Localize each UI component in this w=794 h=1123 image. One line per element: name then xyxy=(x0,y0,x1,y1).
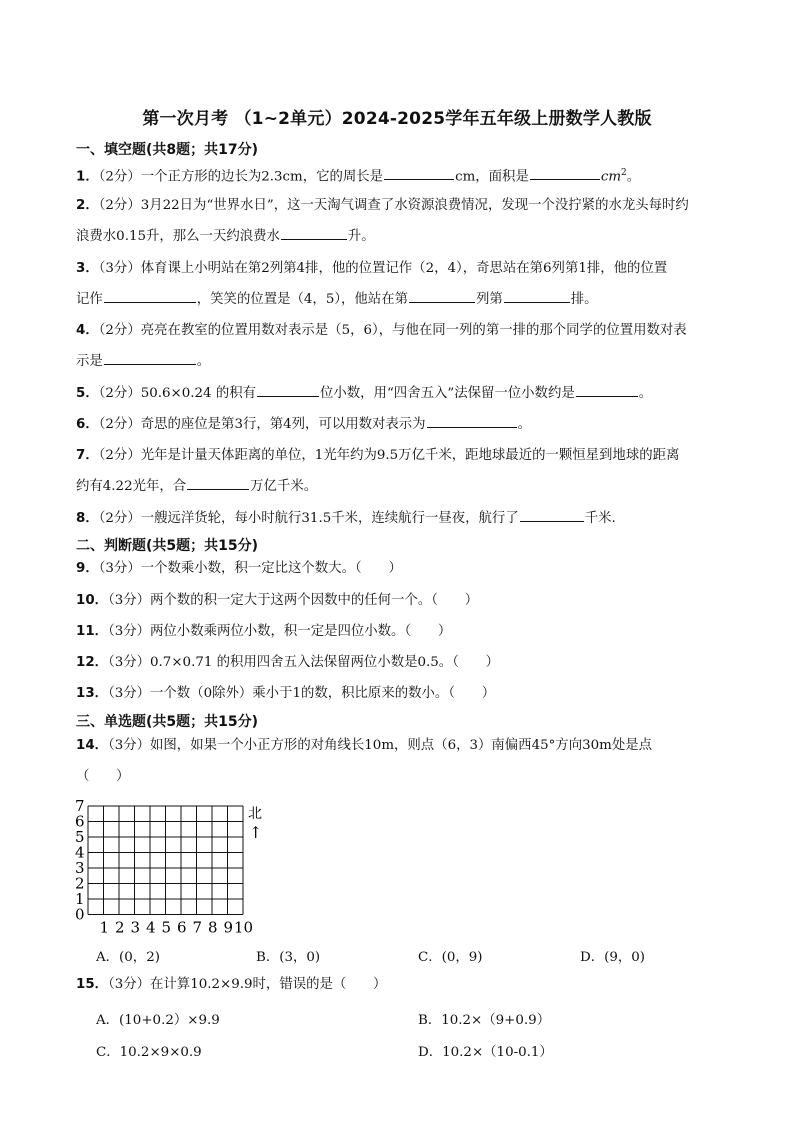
option-b[interactable]: B．10.2×（9+0.9） xyxy=(418,1013,551,1028)
y-tick-label: 5 xyxy=(75,828,85,846)
answer-blank[interactable] xyxy=(257,382,319,397)
option-b[interactable]: B．(3，0) xyxy=(256,950,321,965)
north-label: 北 xyxy=(248,806,262,822)
option-c[interactable]: C．10.2×9×0.9 xyxy=(96,1045,202,1060)
question-15: 15．（3分）在计算10.2×9.9时，错误的是（ ） xyxy=(76,977,387,992)
x-tick-label: 10 xyxy=(234,918,254,934)
question-4: 4．（2分）亮亮在教室的位置用数对表示是（5，6），与他在同一列的第一排的那个同学的位置用数对表 示是 。 xyxy=(76,323,687,369)
question-7: 7．（2分）光年是计量天体距离的单位，1光年约为9.5万亿千米，距地球最近的一颗恒星到地球的距离 约有4.22光年，合 万亿千米。 xyxy=(76,448,680,494)
question-14: 14．（3分）如图，如果一个小正方形的对角线长10m，则点（6，3）南偏西45°方向30m处是点 （ ） xyxy=(76,738,652,784)
coordinate-grid-figure xyxy=(74,800,274,934)
section-true-false: 二、判断题(共5题；共15分) xyxy=(76,538,259,554)
x-tick-label: 3 xyxy=(130,918,141,934)
x-tick-label: 1 xyxy=(99,918,110,934)
x-tick-label: 8 xyxy=(208,918,218,934)
grid-lines xyxy=(88,806,243,915)
answer-blank[interactable] xyxy=(187,475,249,490)
y-tick-label: 3 xyxy=(75,859,85,877)
x-tick-label: 2 xyxy=(115,918,125,934)
exam-title: 第一次月考 （1~2单元）2024-2025学年五年级上册数学人教版 xyxy=(142,109,652,129)
option-d[interactable]: D．(9，0) xyxy=(580,950,646,965)
answer-blank[interactable] xyxy=(384,165,454,180)
y-tick-label: 2 xyxy=(75,874,85,893)
section-fill-in: 一、填空题(共8题；共17分) xyxy=(76,142,259,158)
y-tick-label: 0 xyxy=(75,905,85,924)
x-tick-label: 5 xyxy=(161,918,172,934)
answer-blank[interactable] xyxy=(281,225,347,240)
y-tick-label: 6 xyxy=(75,812,85,831)
x-tick-label: 7 xyxy=(192,918,203,934)
coordinate-grid xyxy=(74,800,274,934)
answer-blank[interactable] xyxy=(409,288,475,303)
question-2: 2．（2分）3月22日为“世界水日”，这一天淘气调查了水资源浪费情况，发现一个没拧紧的水龙头每时约 浪费水0.15升，那么一天约浪费水 升。 xyxy=(76,198,689,244)
answer-blank[interactable] xyxy=(504,288,570,303)
section-single-choice: 三、单选题(共5题；共15分) xyxy=(76,714,259,730)
x-tick-label: 4 xyxy=(146,918,156,934)
option-d[interactable]: D．10.2×（10-0.1） xyxy=(418,1045,553,1060)
answer-blank[interactable] xyxy=(104,288,196,303)
option-a[interactable]: A．(10+0.2）×9.9 xyxy=(96,1013,220,1028)
question-13: 13．（3分）一个数（0除外）乘小于1的数，积比原来的数小。（ ） xyxy=(76,686,496,701)
question-9: 9．（3分）一个数乘小数，积一定比这个数大。（ ） xyxy=(76,561,402,576)
x-tick-label: 6 xyxy=(177,918,187,934)
question-8: 8．（2分）一艘远洋货轮，每小时航行31.5千米，连续航行一昼夜，航行了 千米. xyxy=(76,503,748,534)
question-10: 10．（3分）两个数的积一定大于这两个因数中的任何一个。（ ） xyxy=(76,593,479,608)
x-tick-label: 9 xyxy=(223,918,234,934)
y-axis-labels xyxy=(75,800,85,924)
y-tick-label: 7 xyxy=(75,800,85,815)
question-6: 6．（2分）奇思的座位是第3行，第4列，可以用数对表示为 。 xyxy=(76,409,748,440)
question-1: 1．（2分）一个正方形的边长为2.3cm，它的周长是 cm，面积是 $cm^2$。 xyxy=(76,158,748,192)
north-arrow-icon: ↑ xyxy=(249,823,263,842)
answer-blank[interactable] xyxy=(530,165,600,180)
option-a[interactable]: A．(0，2) xyxy=(96,950,160,965)
x-axis-labels xyxy=(100,919,254,935)
answer-blank[interactable] xyxy=(576,382,638,397)
question-3: 3．（3分）体育课上小明站在第2列第4排，他的位置记作（2，4），奇思站在第6列第1排，他的位置 记作 ，笑笑的位置是（4，5），他站在第 列第 排。 xyxy=(76,261,668,307)
option-c[interactable]: C．(0，9) xyxy=(418,950,483,965)
question-11: 11．（3分）两位小数乘两位小数，积一定是四位小数。（ ） xyxy=(76,624,452,639)
question-5: 5．（2分）50.6×0.24 的积有 位小数，用“四舍五入”法保留一位小数约是 。 xyxy=(76,378,748,409)
answer-blank[interactable] xyxy=(104,350,196,365)
y-tick-label: 4 xyxy=(75,843,85,862)
question-12: 12．（3分）0.7×0.71 的积用四舍五入法保留两位小数是0.5。（ ） xyxy=(76,655,500,670)
answer-blank[interactable] xyxy=(520,507,584,522)
y-tick-label: 1 xyxy=(75,890,85,908)
answer-blank[interactable] xyxy=(427,413,517,428)
